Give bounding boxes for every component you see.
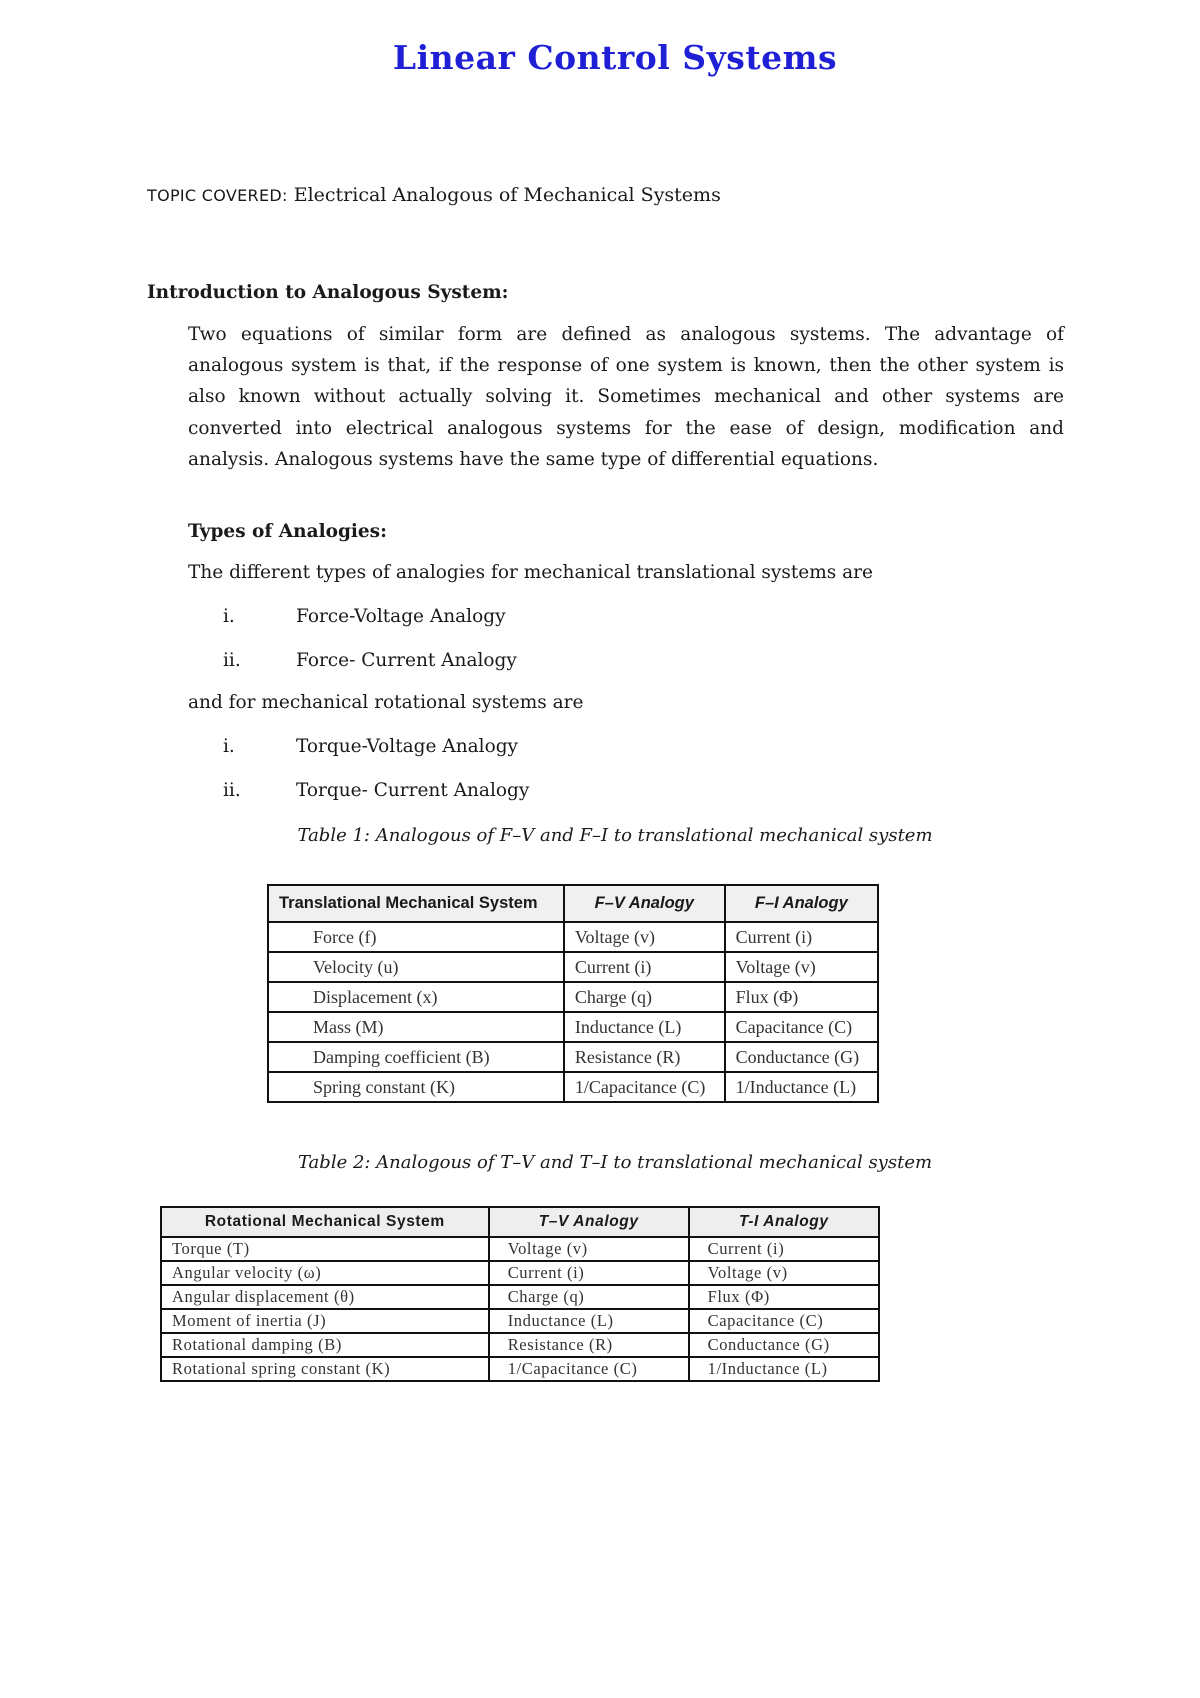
topic-line bbox=[147, 184, 721, 206]
list-item bbox=[223, 606, 506, 627]
table-cell: Damping coefficient (B) bbox=[268, 1042, 564, 1072]
table-cell: Resistance (R) bbox=[489, 1333, 689, 1357]
table-cell: Displacement (x) bbox=[268, 982, 564, 1012]
table-row bbox=[268, 1042, 878, 1072]
table-cell: Force (f) bbox=[268, 922, 564, 952]
table1-caption: Table 1: Analogous of F–V and F–I to translational mechanical system bbox=[297, 825, 933, 846]
table-cell: Angular displacement (θ) bbox=[161, 1285, 489, 1309]
table-cell: Current (i) bbox=[564, 952, 725, 982]
table-row bbox=[161, 1357, 879, 1381]
table-header-row bbox=[268, 885, 878, 922]
table-cell: Voltage (v) bbox=[564, 922, 725, 952]
table-row bbox=[161, 1261, 879, 1285]
table-cell: Current (i) bbox=[689, 1237, 879, 1261]
table2-caption: Table 2: Analogous of T–V and T–I to translational mechanical system bbox=[297, 1152, 933, 1173]
table-header-row bbox=[161, 1207, 879, 1237]
table-row bbox=[161, 1309, 879, 1333]
list-text: Torque- Current Analogy bbox=[296, 780, 530, 801]
table1 bbox=[267, 884, 879, 1103]
table-header-cell: T-I Analogy bbox=[689, 1207, 879, 1237]
topic-label: TOPIC COVERED: bbox=[147, 186, 288, 205]
table-cell: Conductance (G) bbox=[689, 1333, 879, 1357]
table2 bbox=[160, 1206, 880, 1382]
table-cell: Rotational damping (B) bbox=[161, 1333, 489, 1357]
table-header-cell: T–V Analogy bbox=[489, 1207, 689, 1237]
translational-intro: The different types of analogies for mechanical translational systems are bbox=[188, 562, 873, 583]
list-number: ii. bbox=[223, 780, 241, 801]
table-cell: Current (i) bbox=[489, 1261, 689, 1285]
list-number: i. bbox=[223, 606, 235, 627]
table-cell: Spring constant (K) bbox=[268, 1072, 564, 1102]
rotational-intro: and for mechanical rotational systems are bbox=[188, 692, 584, 713]
table-header-cell: F–V Analogy bbox=[564, 885, 725, 922]
table-cell: Flux (Φ) bbox=[689, 1285, 879, 1309]
table-cell: Angular velocity (ω) bbox=[161, 1261, 489, 1285]
table-cell: Mass (M) bbox=[268, 1012, 564, 1042]
table-cell: Capacitance (C) bbox=[725, 1012, 878, 1042]
table-cell: Voltage (v) bbox=[689, 1261, 879, 1285]
table-cell: Resistance (R) bbox=[564, 1042, 725, 1072]
table-row bbox=[268, 1012, 878, 1042]
table-row bbox=[268, 922, 878, 952]
list-item bbox=[223, 736, 518, 757]
table-header-cell: Translational Mechanical System bbox=[268, 885, 564, 922]
table-header-cell: F–I Analogy bbox=[725, 885, 878, 922]
list-text: Force- Current Analogy bbox=[296, 650, 517, 671]
table-cell: Inductance (L) bbox=[564, 1012, 725, 1042]
table-cell: Inductance (L) bbox=[489, 1309, 689, 1333]
table-cell: 1/Inductance (L) bbox=[689, 1357, 879, 1381]
table-row bbox=[161, 1237, 879, 1261]
table-cell: Voltage (v) bbox=[489, 1237, 689, 1261]
table-cell: Voltage (v) bbox=[725, 952, 878, 982]
table-cell: 1/Inductance (L) bbox=[725, 1072, 878, 1102]
table-cell: 1/Capacitance (C) bbox=[489, 1357, 689, 1381]
list-text: Torque-Voltage Analogy bbox=[296, 736, 518, 757]
table-cell: Capacitance (C) bbox=[689, 1309, 879, 1333]
types-heading: Types of Analogies: bbox=[188, 521, 387, 542]
topic-value: Electrical Analogous of Mechanical Systems bbox=[293, 184, 721, 206]
table-cell: Velocity (u) bbox=[268, 952, 564, 982]
list-number: i. bbox=[223, 736, 235, 757]
list-item bbox=[223, 780, 529, 801]
table-cell: Torque (T) bbox=[161, 1237, 489, 1261]
table-cell: Conductance (G) bbox=[725, 1042, 878, 1072]
page-title: Linear Control Systems bbox=[392, 38, 838, 77]
table-cell: Flux (Φ) bbox=[725, 982, 878, 1012]
table-cell: Moment of inertia (J) bbox=[161, 1309, 489, 1333]
table-row bbox=[268, 982, 878, 1012]
intro-heading: Introduction to Analogous System: bbox=[147, 282, 509, 303]
table-cell: Rotational spring constant (K) bbox=[161, 1357, 489, 1381]
list-number: ii. bbox=[223, 650, 241, 671]
list-text: Force-Voltage Analogy bbox=[296, 606, 506, 627]
list-item bbox=[223, 650, 517, 671]
table-cell: Charge (q) bbox=[564, 982, 725, 1012]
intro-paragraph: Two equations of similar form are defined as analogous systems. The advantage of analogous system is that, if the response of one system is known, then the other system is also known without actually solving it. Sometimes mechanical and other systems are converted into electrical analogous systems for the ease of design, modification and analysis. Analogous systems have the same type of differential equations. bbox=[188, 324, 1064, 470]
table-row bbox=[161, 1285, 879, 1309]
table-cell: 1/Capacitance (C) bbox=[564, 1072, 725, 1102]
table-cell: Current (i) bbox=[725, 922, 878, 952]
table-cell: Charge (q) bbox=[489, 1285, 689, 1309]
table-row bbox=[161, 1333, 879, 1357]
table-row bbox=[268, 952, 878, 982]
table-row bbox=[268, 1072, 878, 1102]
table-header-cell: Rotational Mechanical System bbox=[161, 1207, 489, 1237]
